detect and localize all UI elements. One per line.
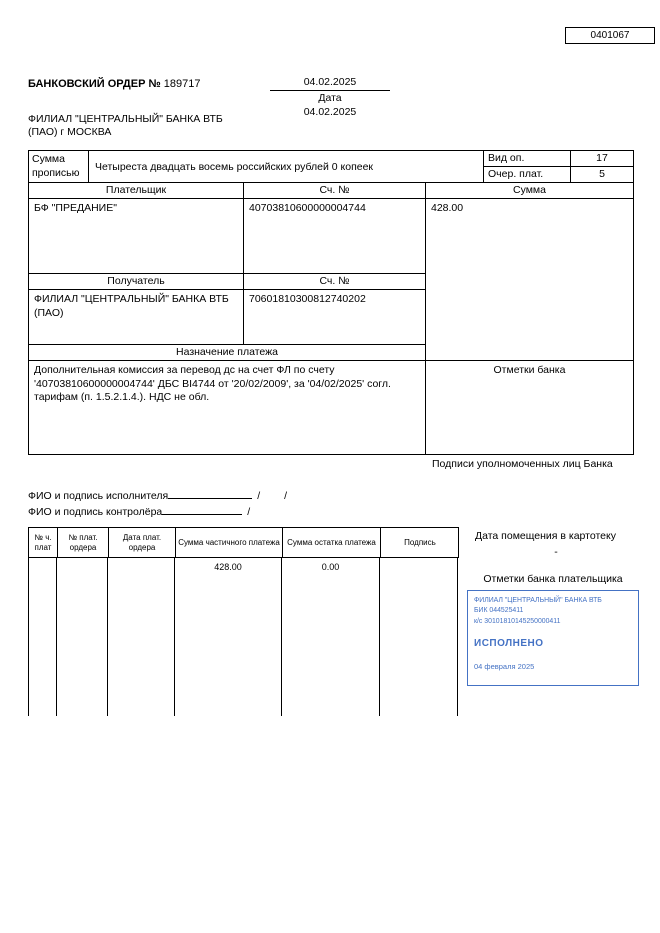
sum-header-cell: Сумма: [426, 183, 633, 199]
payer-bank-marks-label: Отметки банка плательщика: [483, 573, 623, 585]
bank-name-line2: (ПАО) г МОСКВА: [28, 126, 112, 139]
payer-sum-cell: 428.00: [426, 199, 633, 361]
bank-marks-cell: Отметки банка: [493, 364, 566, 376]
cell-rest-sum: 0.00: [282, 558, 380, 716]
amount-words-label-cell: [29, 151, 89, 183]
slash-mark: /: [284, 490, 288, 502]
stamp-bank-name: ФИЛИАЛ "ЦЕНТРАЛЬНЫЙ" БАНКА ВТБ: [474, 597, 602, 604]
slash-mark: /: [247, 506, 251, 518]
col-header-order-number: № плат. ордера: [58, 528, 109, 557]
col-header-part-number: № ч. плат: [29, 528, 58, 557]
payer-name-cell: БФ "ПРЕДАНИЕ": [29, 199, 244, 274]
executor-signature-row: [28, 488, 287, 502]
cell-order-number: [57, 558, 108, 716]
col-header-partial-sum: Сумма частичного платежа: [176, 528, 283, 557]
op-type-value-cell: 17: [571, 151, 633, 167]
card-index-date-label: Дата помещения в картотеку: [475, 530, 616, 542]
payer-account-cell: 40703810600000004744: [244, 199, 426, 274]
purpose-text-cell: Дополнительная комиссия за перевод дс на счет ФЛ по счету '40703810600000004744' ДБС BI4744 от '20/02/2009', за '04/02/2025' согл. тарифам (п. 1.5.2.1.4.). НДС не обл.: [29, 361, 426, 454]
date-value-2: 04.02.2025: [303, 106, 357, 118]
controller-signature-row: [28, 504, 250, 518]
op-type-label-cell: Вид оп.: [484, 151, 571, 167]
cell-part-number: [28, 558, 57, 716]
cell-partial-sum: 428.00: [175, 558, 282, 716]
date-label: Дата: [318, 92, 342, 104]
executor-signature-line: [168, 488, 252, 499]
payer-header-cell: Плательщик: [29, 183, 244, 199]
stamp-corr-account: к/с 30101810145250000411: [474, 617, 561, 625]
amount-label-line2: прописью: [32, 166, 80, 179]
bank-execution-stamp: [467, 590, 639, 686]
purpose-header-cell: Назначение платежа: [29, 345, 426, 361]
recipient-name-line2: (ПАО): [34, 306, 64, 319]
amount-words-cell: Четыреста двадцать восемь российских рублей 0 копеек: [89, 151, 484, 183]
authorized-signatures-label: Подписи уполномоченных лиц Банка: [432, 458, 613, 470]
amount-label-line1: Сумма: [32, 153, 65, 165]
partial-payments-table-header: [28, 527, 459, 558]
col-header-rest-sum: Сумма остатка платежа: [283, 528, 381, 557]
payer-account-header-cell: Сч. №: [244, 183, 426, 199]
col-header-order-date: Дата плат. ордера: [109, 528, 176, 557]
slash-mark: /: [257, 490, 261, 502]
recipient-account-cell: 70601810300812740202: [244, 290, 426, 345]
recipient-account-header-cell: Сч. №: [244, 274, 426, 290]
cell-signature: [380, 558, 458, 716]
form-code-box: 0401067: [565, 27, 655, 44]
main-table: [28, 150, 634, 455]
stamp-date: 04 февраля 2025: [474, 662, 535, 672]
priority-label-cell: Очер. плат.: [484, 167, 571, 183]
priority-value-cell: 5: [571, 167, 633, 183]
date-block: [270, 76, 390, 118]
card-index-date-value: -: [554, 546, 558, 558]
date-value: 04.02.2025: [270, 76, 390, 91]
recipient-name-cell: [29, 290, 244, 345]
stamp-status: ИСПОЛНЕНО: [474, 638, 544, 650]
cell-order-date: [108, 558, 175, 716]
recipient-name-line1: ФИЛИАЛ "ЦЕНТРАЛЬНЫЙ" БАНКА ВТБ: [34, 293, 229, 305]
document-title: [28, 78, 201, 90]
partial-payments-table-body: [28, 558, 459, 716]
col-header-signature: Подпись: [404, 537, 436, 547]
executor-signature-label: ФИО и подпись исполнителя: [28, 490, 169, 502]
recipient-header-cell: Получатель: [29, 274, 244, 290]
controller-signature-line: [162, 504, 242, 515]
bank-header: [28, 113, 223, 139]
controller-signature-label: ФИО и подпись контролёра: [28, 506, 163, 518]
order-number: 189717: [163, 78, 201, 90]
bank-name-line1: ФИЛИАЛ "ЦЕНТРАЛЬНЫЙ" БАНКА ВТБ: [28, 113, 223, 125]
title-label: БАНКОВСКИЙ ОРДЕР №: [28, 78, 161, 90]
stamp-bik: БИК 044525411: [474, 607, 524, 615]
